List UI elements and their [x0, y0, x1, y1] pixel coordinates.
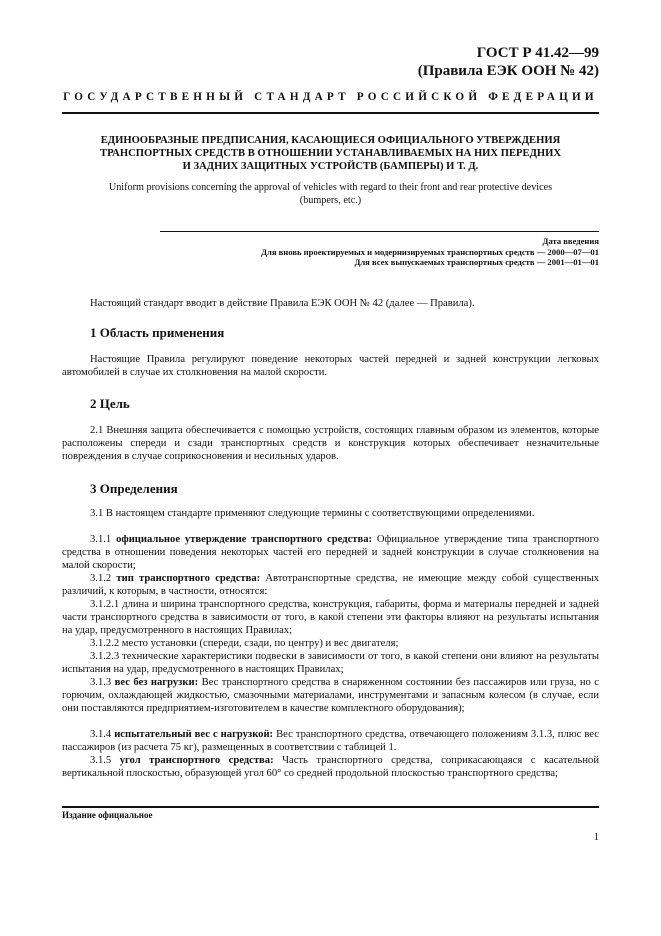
clause-text: Автотранспортные средства, не имеющие между собой существенных различий, к которым, в частности, относятся:	[62, 573, 599, 597]
title-line-3: И ЗАДНИХ ЗАЩИТНЫХ УСТРОЙСТВ (БАМПЕРЫ) И Т. Д.	[182, 161, 479, 172]
clause-number: 3.1.4	[90, 729, 112, 740]
clause-term: тип транспортного средства:	[116, 573, 261, 584]
clause-3-1: 3.1 В настоящем стандарте применяют следующие термины с соответствующими определениями.	[90, 508, 535, 519]
title-en-line-2: (bumpers, etc.)	[299, 194, 362, 206]
rule-reference: (Правила ЕЭК ООН № 42)	[417, 63, 599, 79]
intro-date-block	[261, 236, 599, 268]
clause-3-1-2-3: 3.1.2.3 технические характеристики подвески в зависимости от того, в какой степени они влияют на результаты испытания на удар, предусмотренного в настоящих Правилах;	[62, 651, 599, 675]
section-2-heading: 2 Цель	[90, 396, 130, 411]
clause-number: 3.1.3	[90, 677, 112, 688]
intro-date-line-1: Для вновь проектируемых и модернизируемых транспортных средств — 2000—07—01	[261, 246, 599, 257]
clause-text: Официальное утверждение типа транспортного средства в отношении поведения некоторых частей его передней и задней конструкции в случае столкновения на малой скорости;	[62, 534, 599, 571]
clause-3-1-3	[62, 676, 599, 715]
clause-term: вес без нагрузки:	[114, 677, 199, 688]
clause-text: Вес транспортного средства, отвечающего положениям 3.1.3, плюс вес пассажиров (из расчета 75 кг), размещенных в соответствии с таблицей 1.	[62, 729, 599, 753]
clause-term: официальное утверждение транспортного средства:	[116, 534, 373, 545]
clause-text: Вес транспортного средства в снаряженном состоянии без пассажиров или груза, но с горючим, охлаждающей жидкостью, смазочными материалами, инструментами и запасным колесом (в случае, если они поставляются предприятием-изготовителем в качестве комплектного оборудования);	[62, 677, 599, 714]
title-line-2: ТРАНСПОРТНЫХ СРЕДСТВ В ОТНОШЕНИИ УСТАНАВЛИВАЕМЫХ НА НИХ ПЕРЕДНИХ	[100, 148, 561, 159]
clause-3-1-4	[62, 728, 599, 754]
section-3-heading: 3 Определения	[90, 481, 178, 496]
standard-code-block	[418, 44, 599, 80]
page-number: 1	[593, 832, 599, 843]
clause-text: Часть транспортного средства, соприкасающаяся с касательной вертикальной плоскостью, образующей угол 60° со средней продольной плоскостью транспортного средства;	[62, 755, 600, 779]
clause-term: испытательный вес с нагрузкой:	[114, 729, 274, 740]
intro-date-divider	[160, 231, 599, 232]
intro-date-label: Дата введения	[542, 236, 599, 246]
clause-3-1-2-1: 3.1.2.1 длина и ширина транспортного средства, конструкция, габариты, форма и материалы передней и задней части транспортного средства в зависимости от того, в какой степени эти факторы влияют на результаты испытания на удар, предусмотренного в настоящих Правилах;	[62, 599, 599, 636]
clause-number: 3.1.5	[90, 755, 112, 766]
clause-term: угол транспортного средства:	[119, 755, 274, 766]
clause-3-1-1	[62, 533, 599, 572]
title-line-1: ЕДИНООБРАЗНЫЕ ПРЕДПИСАНИЯ, КАСАЮЩИЕСЯ ОФИЦИАЛЬНОГО УТВЕРЖДЕНИЯ	[100, 135, 561, 146]
clause-3-1-2-2: 3.1.2.2 место установки (спереди, сзади, по центру) и вес двигателя;	[90, 638, 399, 649]
preamble: Настоящий стандарт вводит в действие Правила ЕЭК ООН № 42 (далее — Правила).	[90, 298, 475, 309]
section-2-text: 2.1 Внешняя защита обеспечивается с помощью устройств, состоящих главным образом из элементов, которые расположены спереди и сзади транспортных средств и конструкция которых обеспечивает незначительные повреждения в случае соприкосновения и несильных ударов.	[62, 425, 599, 462]
document-title-en	[62, 182, 599, 207]
section-1-text: Настоящие Правила регулируют поведение некоторых частей передней и задней конструкции легковых автомобилей в случае их столкновения на малой скорости.	[62, 354, 599, 378]
clause-number: 3.1.1	[90, 534, 112, 545]
official-edition-label: Издание официальное	[62, 810, 153, 820]
standard-code: ГОСТ Р 41.42—99	[476, 45, 599, 61]
document-title-ru	[62, 134, 599, 173]
state-standard-title: ГОСУДАРСТВЕННЫЙ СТАНДАРТ РОССИЙСКОЙ ФЕДЕРАЦИИ	[63, 91, 598, 103]
section-1-heading: 1 Область применения	[90, 325, 225, 340]
header-divider	[62, 112, 599, 114]
footer-divider	[62, 806, 599, 808]
clause-3-1-2	[62, 572, 599, 598]
clause-3-1-5	[62, 754, 599, 780]
title-en-line-1: Uniform provisions concerning the approval of vehicles with regard to their front and rear protective devices	[108, 182, 553, 193]
intro-date-line-2: Для всех выпускаемых транспортных средств — 2001—01—01	[354, 257, 599, 268]
clause-number: 3.1.2	[90, 573, 112, 584]
